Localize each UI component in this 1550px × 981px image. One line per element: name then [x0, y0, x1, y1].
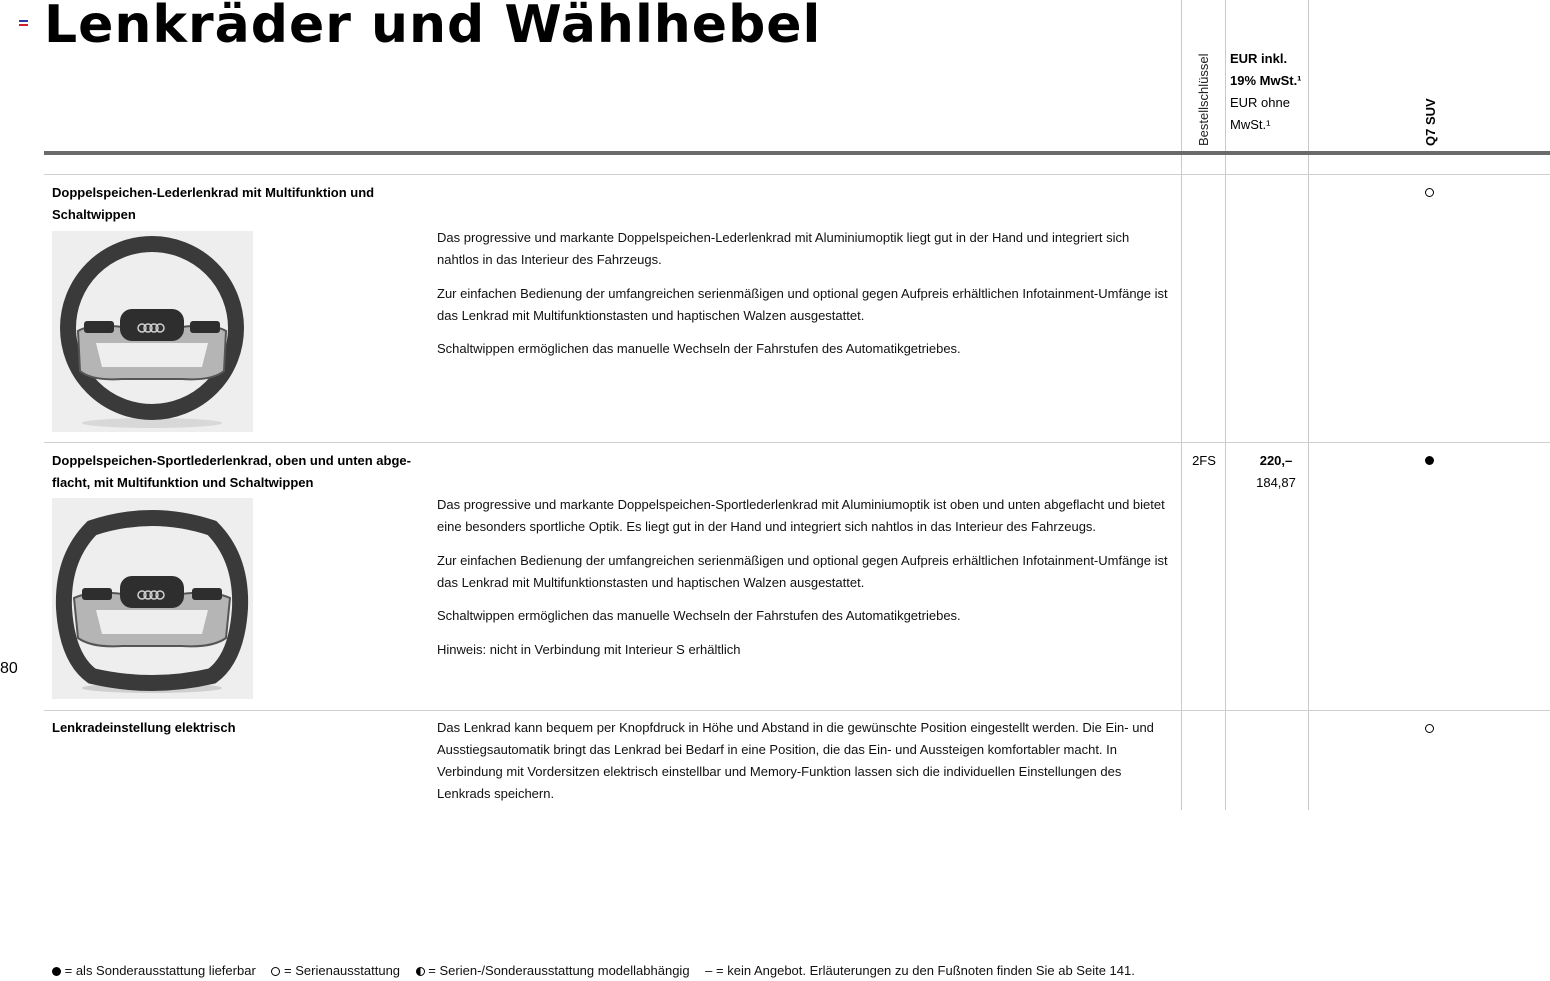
option-name: Doppelspeichen-Sportlederlenkrad, oben und unten abge-flacht, mit Multifunktion und Schaltwippen — [52, 453, 411, 490]
header-rule — [44, 151, 1550, 155]
legend-modell: = Serien-/Sonderausstattung modellabhängig — [416, 963, 696, 978]
flag-icon — [19, 20, 28, 26]
availability-serie — [1422, 722, 1436, 736]
column-divider — [1181, 0, 1182, 810]
price-excl: 184,87 — [1256, 475, 1296, 490]
header-bestellschluessel: Bestellschlüssel — [1196, 53, 1211, 146]
header-price-incl-2: 19% MwSt.¹ — [1230, 73, 1302, 88]
steering-wheel-image — [52, 231, 253, 432]
page-title: Lenkräder und Wählhebel — [44, 0, 822, 55]
description-paragraph: Zur einfachen Bedienung der umfangreichen serienmäßigen und optional gegen Aufpreis erhältlichen Infotainment-Umfänge ist das Lenkrad mit Multifunktionstasten und haptischen Walzen ausgestattet. — [437, 552, 1168, 590]
description-paragraph: Das progressive und markante Doppelspeichen-Sportlederlenkrad mit Aluminiumoptik ist oben und unten abgeflacht und bietet eine besonders sportliche Optik. Es liegt gut in der Hand und integriert sich nahtlos in das Interieur des Fahrzeugs. — [437, 497, 1165, 534]
row-divider — [44, 710, 1550, 711]
legend-sonder: = als Sonderausstattung lieferbar — [52, 963, 262, 978]
row-divider — [44, 174, 1550, 175]
description-paragraph: Schaltwippen ermöglichen das manuelle Wechseln der Fahrstufen des Automatikgetriebes. — [437, 608, 961, 623]
header-price-excl-2: MwSt.¹ — [1230, 117, 1271, 132]
description-paragraph: Das progressive und markante Doppelspeichen-Lederlenkrad mit Aluminiumoptik liegt gut in der Hand und integriert sich nahtlos in das Interieur des Fahrzeugs. — [437, 230, 1130, 267]
availability-sonder — [1422, 454, 1436, 468]
option-name: Doppelspeichen-Lederlenkrad mit Multifunktion und Schaltwippen — [52, 185, 375, 222]
option-name: Lenkradeinstellung elektrisch — [52, 720, 236, 735]
flat-steering-wheel-image — [52, 498, 253, 699]
description-paragraph: Hinweis: nicht in Verbindung mit Interieur S erhältlich — [437, 641, 741, 657]
row-divider — [44, 442, 1550, 443]
legend-serie: = Serienausstattung — [271, 963, 406, 978]
price-incl: 220,– — [1259, 453, 1293, 468]
description-paragraph: Das Lenkrad kann bequem per Knopfdruck in Höhe und Abstand in die gewünschte Position eingestellt werden. Die Ein- und Ausstiegsautomatik bringt das Lenkrad bei Bedarf in eine Position, die das Ein- und Aussteigen komfortabler macht. In Verbindung mit Vordersitzen elektrisch einstellbar und Memory-Funktion lassen sich die individuellen Einstellungen des Lenkrads speichern. — [437, 720, 1154, 801]
filled-circle-icon — [52, 967, 61, 976]
column-divider — [1225, 0, 1226, 810]
legend — [52, 963, 1141, 978]
header-price-excl-1: EUR ohne — [1230, 95, 1290, 110]
availability-serie — [1422, 186, 1436, 200]
page-number: 80 — [0, 660, 18, 677]
half-circle-icon — [416, 967, 425, 976]
description-paragraph: Zur einfachen Bedienung der umfangreichen serienmäßigen und optional gegen Aufpreis erhältlichen Infotainment-Umfänge ist das Lenkrad mit Multifunktionstasten und haptischen Walzen ausgestattet. — [437, 285, 1168, 323]
order-code: 2FS — [1192, 453, 1216, 468]
header-model: Q7 SUV — [1423, 98, 1438, 146]
option-description — [437, 494, 1172, 672]
open-circle-icon — [271, 967, 280, 976]
option-description — [437, 717, 1172, 817]
header-price-incl-1: EUR inkl. — [1230, 51, 1288, 66]
price — [1226, 450, 1326, 494]
option-description — [437, 227, 1172, 372]
description-paragraph: Schaltwippen ermöglichen das manuelle Wechseln der Fahrstufen des Automatikgetriebes. — [437, 341, 961, 356]
legend-none: – = kein Angebot. Erläuterungen zu den Fußnoten finden Sie ab Seite 141. — [705, 963, 1135, 978]
header-price — [1230, 48, 1310, 136]
